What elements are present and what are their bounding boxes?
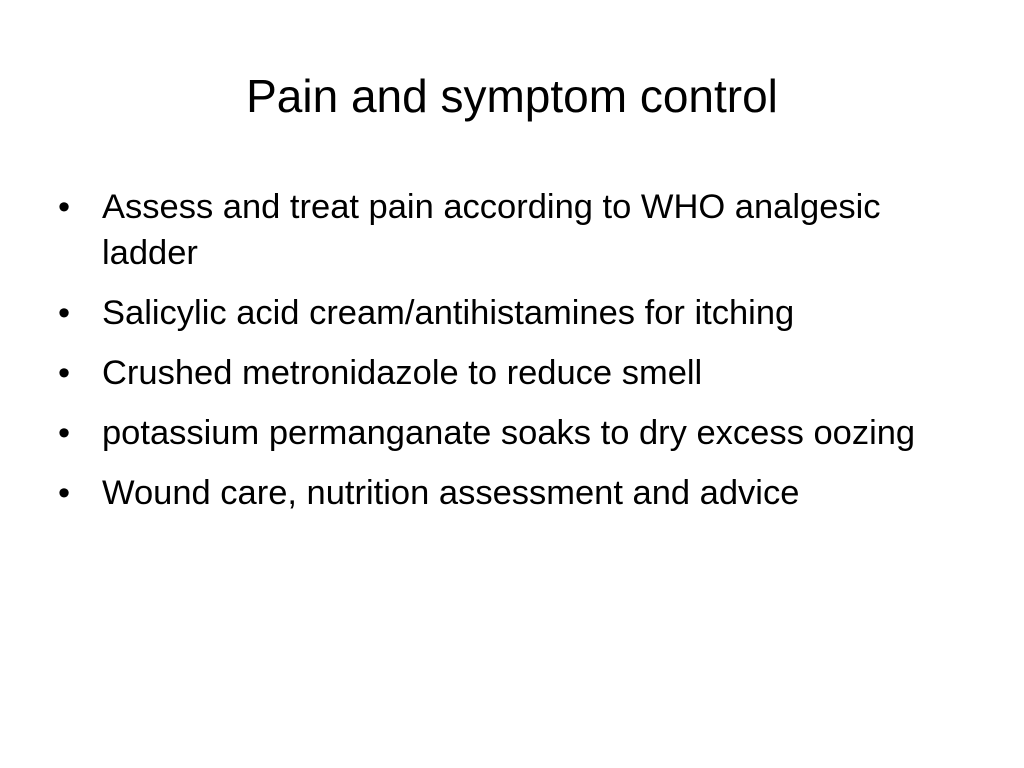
bullet-text: Salicylic acid cream/antihistamines for itching — [102, 294, 795, 332]
bullet-text: Crushed metronidazole to reduce smell — [102, 354, 703, 392]
bullet-text: Assess and treat pain according to WHO analgesic ladder — [102, 188, 881, 272]
bullet-list — [58, 184, 978, 530]
bullet-icon: • — [58, 354, 71, 392]
slide-title: Pain and symptom control — [246, 70, 778, 122]
bullet-text: potassium permanganate soaks to dry excess oozing — [102, 414, 916, 452]
bullet-icon: • — [58, 414, 71, 452]
bullet-icon: • — [58, 474, 71, 512]
bullet-icon: • — [58, 294, 71, 332]
bullet-icon: • — [58, 188, 71, 226]
bullet-item — [58, 290, 978, 336]
bullet-item — [58, 470, 978, 516]
bullet-item — [58, 410, 978, 456]
bullet-item — [58, 184, 978, 276]
bullet-text: Wound care, nutrition assessment and advice — [102, 474, 800, 512]
bullet-item — [58, 350, 978, 396]
